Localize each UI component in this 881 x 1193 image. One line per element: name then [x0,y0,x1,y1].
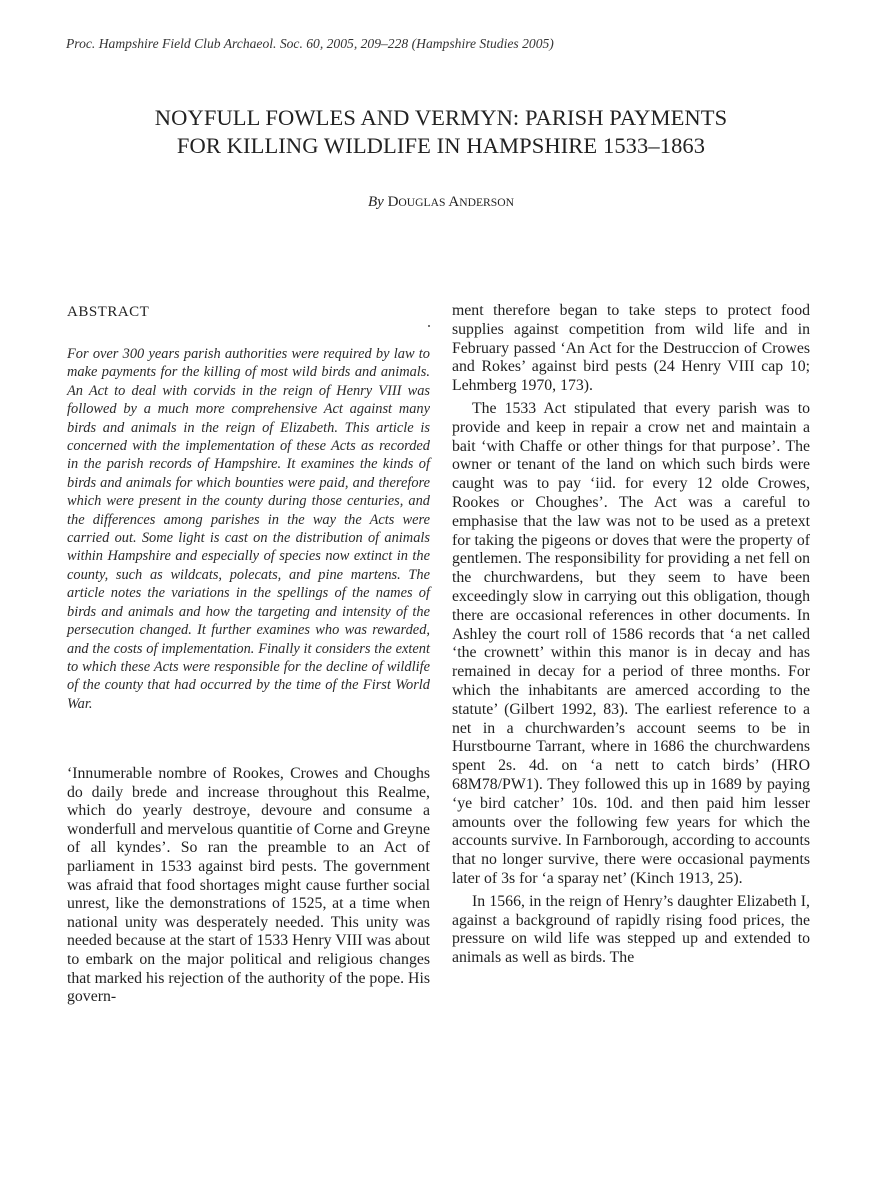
author-last-rest: NDERSON [459,196,514,209]
abstract-text: For over 300 years parish authorities were required by law to make payments for the killing of most wild birds and animals. An Act to deal with corvids in the reign of Henry VIII was followed by a much more comprehensive Act against many birds and animals in the reign of Elizabeth. This article is concerned with the implementation of these Acts as recorded in the parish records of Hampshire. It examines the kinds of birds and animals for which bounties were paid, and therefore which were present in the county during those centuries, and the differences among parishes in the way the Acts were carried out. Some light is cast on the distribution of animals within Hampshire and especially of species now extinct in the county, such as wildcats, polecats, and pine martens. The article notes the variations in the spellings of the names of birds and animals and how the targeting and intensity of the persecution changed. It further examines who was rewarded, and the costs of implementation. Finally it considers the extent to which these Acts were responsible for the decline of wildlife of the county that had occurred by the time of the First World War. [67,346,430,712]
body-paragraph: ment therefore began to take steps to protect food supplies against competition from wild life and in February passed ‘An Act for the Destruccion of Crowes and Rokes’ against bird pests (24 Henry VIII cap 10; Lehmberg 1970, 173). [452,302,810,395]
stray-mark [428,325,430,327]
byline [60,194,822,211]
running-header: Proc. Hampshire Field Club Archaeol. Soc. 60, 2005, 209–228 (Hampshire Studies 2005) [66,36,554,51]
body-paragraph-left: ‘Innumerable nombre of Rookes, Crowes and Choughs do daily brede and increase throughout this Realme, which do yearly destroye, devoure and consume a wonderfull and mervelous quantitie of Corne and Greyne of all kyndes’. So ran the preamble to an Act of parliament in 1533 against bird pests. The government was afraid that food shortages might cause further social unrest, like the demonstrations of 1525, at a time when national unity was desperately needed. This unity was needed because at the start of 1533 Henry VIII was about to embark on the major political and religious changes that marked his rejection of the authority of the pope. His govern- [67,765,430,1006]
author-first-initial: D [387,194,399,210]
author-last-initial: A [448,194,460,210]
title-line-2: FOR KILLING WILDLIFE IN HAMPSHIRE 1533–1863 [176,133,706,158]
article-title [60,104,822,160]
author-first-rest: OUGLAS [398,196,446,209]
abstract-heading: ABSTRACT [67,304,150,320]
body-paragraph: In 1566, in the reign of Henry’s daughter Elizabeth I, against a background of rapidly rising food prices, the pressure on wild life was stepped up and extended to animals as well as birds. The [452,892,810,967]
right-column [452,302,810,968]
byline-by: By [368,194,384,210]
title-line-1: NOYFULL FOWLES AND VERMYN: PARISH PAYMENTS [154,105,728,130]
body-paragraph: The 1533 Act stipulated that every parish was to provide and keep in repair a crow net and maintain a bait ‘with Chaffe or other things for that purpose’. The owner or tenant of the land on which such birds were caught was to pay ‘iid. for every 12 olde Crowes, Rookes or Choughes’. The Act was a careful to emphasise that the law was not to be used as a pretext for taking the pigeons or doves that were the property of gentlemen. The responsibility for providing a net fell on the churchwardens, but they seem to have been exceedingly slow in carrying out this obligation, though there are occasional references in other documents. In Ashley the court roll of 1586 records that ‘a net called ‘the crownett’ within this manor is in decay and has remained in decay for a period of three months. For which the inhabitants are amerced according to the statute’ (Gilbert 1992, 83). The earliest reference to a net in a churchwarden’s account seems to be in Hurstbourne Tarrant, where in 1686 the churchwardens spent 2s. 4d. on ‘a nett to catch birds’ (HRO 68M78/PW1). They followed this up in 1689 by paying ‘ye bird catcher’ 10s. 10d. and then paid him lesser amounts over the following few years for which the accounts survive. In Farnborough, according to accounts that no longer survive, there were occasional payments later of 3s for ‘a sparay net’ (Kinch 1913, 25). [452,399,810,887]
